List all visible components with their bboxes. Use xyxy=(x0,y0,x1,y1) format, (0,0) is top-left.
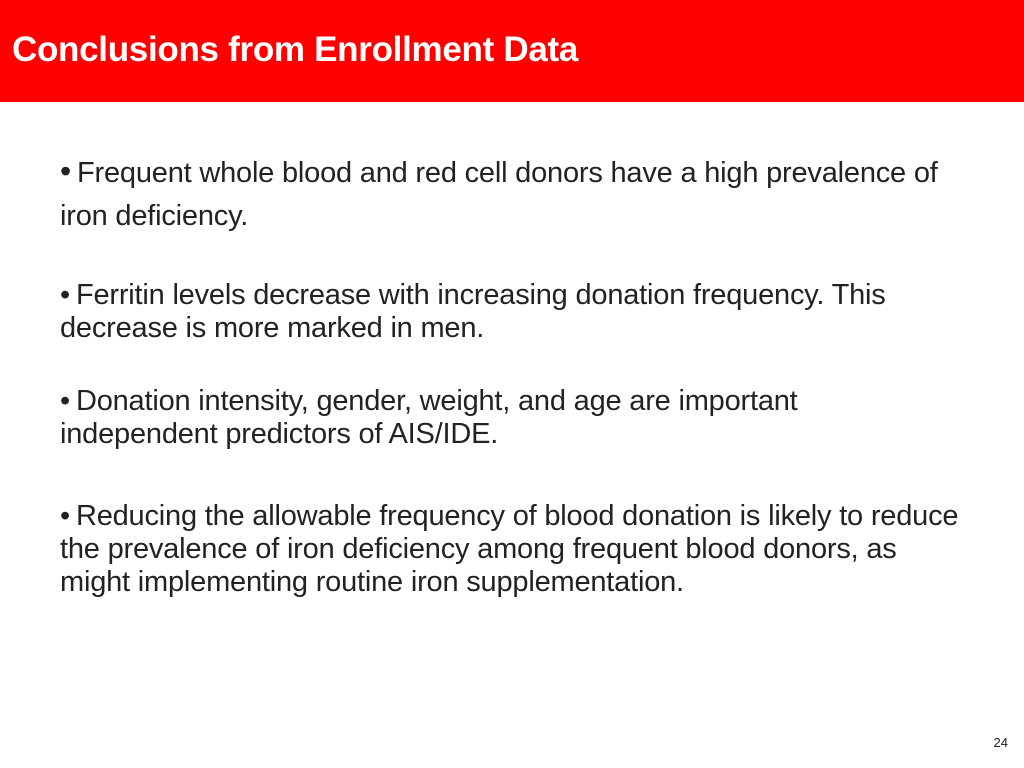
bullet-item xyxy=(60,500,960,599)
bullet-icon: • xyxy=(60,279,70,311)
bullet-item xyxy=(60,385,960,451)
bullet-icon: • xyxy=(60,385,70,417)
bullet-item xyxy=(60,279,960,345)
bullet-text: Ferritin levels decrease with increasing donation frequency. This decrease is more marked in men. xyxy=(60,279,886,344)
title-bar xyxy=(0,0,1024,102)
page-number: 24 xyxy=(993,735,1008,750)
bullet-text: Frequent whole blood and red cell donors have a high prevalence of iron deficiency. xyxy=(60,157,938,232)
bullet-icon: • xyxy=(60,153,72,189)
bullet-item xyxy=(60,150,960,238)
slide-title: Conclusions from Enrollment Data xyxy=(12,30,579,69)
bullet-text: Reducing the allowable frequency of blood donation is likely to reduce the prevalence of iron deficiency among frequent blood donors, as might implementing routine iron supplementation. xyxy=(60,500,959,598)
bullet-text: Donation intensity, gender, weight, and age are important independent predictors of AIS/IDE. xyxy=(60,385,798,450)
bullet-icon: • xyxy=(60,500,70,532)
